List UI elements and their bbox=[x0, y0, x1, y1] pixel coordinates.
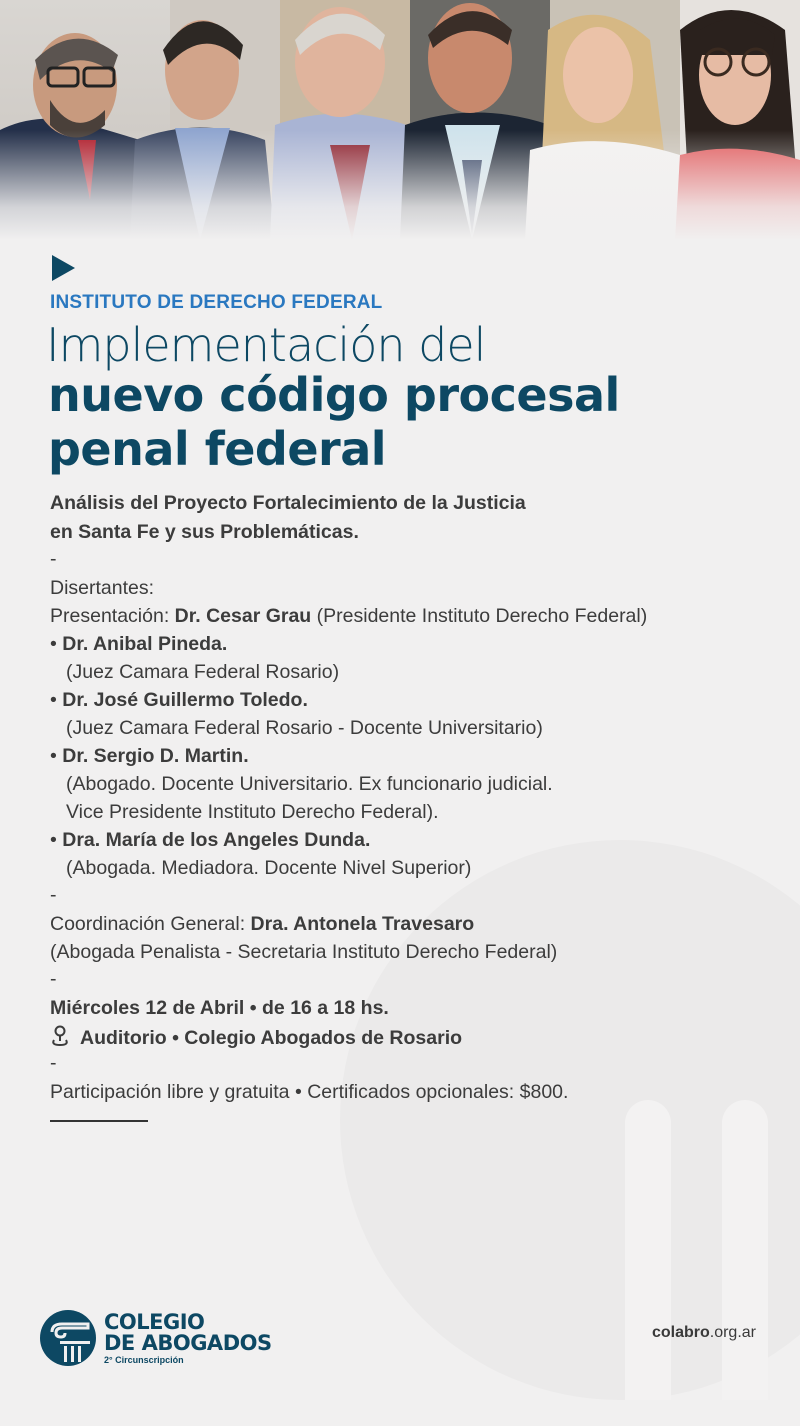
bullet: • bbox=[50, 633, 57, 655]
speaker-item bbox=[50, 633, 227, 656]
speakers-label: Disertantes: bbox=[50, 577, 155, 599]
presentation-name: Dr. Cesar Grau bbox=[174, 605, 312, 627]
coordination-label: Coordinación General: bbox=[50, 913, 251, 935]
speaker-role: (Juez Camara Federal Rosario) bbox=[66, 661, 340, 683]
logo-line-3: 2° Circunscripción bbox=[104, 1354, 184, 1365]
speaker-role: (Abogada. Mediadora. Docente Nivel Superior) bbox=[66, 857, 472, 879]
participation-info: Participación libre y gratuita • Certificados opcionales: $800. bbox=[50, 1081, 569, 1103]
coordination-role: (Abogada Penalista - Secretaria Instituto Derecho Federal) bbox=[50, 941, 558, 963]
logo-line-2: DE ABOGADOS bbox=[104, 1330, 272, 1355]
website-domain-bold: colabro bbox=[651, 1324, 710, 1341]
event-location bbox=[50, 1025, 462, 1050]
website-link[interactable] bbox=[652, 1324, 756, 1342]
event-date-time: Miércoles 12 de Abril • de 16 a 18 hs. bbox=[50, 997, 389, 1019]
presentation-line bbox=[50, 605, 647, 628]
title-line-bold-1: nuevo código procesal bbox=[48, 368, 620, 422]
separator: - bbox=[50, 884, 57, 906]
coordination-line bbox=[50, 913, 474, 936]
speaker-name: Dr. José Guillermo Toledo. bbox=[62, 689, 308, 711]
title-line-light: Implementación del bbox=[46, 318, 486, 372]
speaker-role: Vice Presidente Instituto Derecho Federal). bbox=[66, 801, 439, 823]
event-location-text: Auditorio • Colegio Abogados de Rosario bbox=[80, 1027, 463, 1049]
speaker-name: Dr. Sergio D. Martin. bbox=[62, 745, 249, 767]
speaker-item bbox=[50, 689, 308, 712]
divider bbox=[50, 1120, 148, 1122]
separator: - bbox=[50, 1052, 57, 1074]
speaker-item bbox=[50, 745, 249, 768]
presentation-role: (Presidente Instituto Derecho Federal) bbox=[311, 605, 648, 627]
logo-line-1: COLEGIO bbox=[104, 1309, 205, 1334]
subtitle-line-1: Análisis del Proyecto Fortalecimiento de la Justicia bbox=[50, 492, 526, 514]
bullet: • bbox=[50, 689, 57, 711]
bullet: • bbox=[50, 745, 57, 767]
presentation-label: Presentación: bbox=[50, 605, 175, 627]
speaker-role: (Juez Camara Federal Rosario - Docente Universitario) bbox=[66, 717, 543, 739]
coordination-name: Dra. Antonela Travesaro bbox=[250, 913, 475, 935]
speaker-role: (Abogado. Docente Universitario. Ex funcionario judicial. bbox=[66, 773, 553, 795]
colegio-abogados-logo bbox=[40, 1310, 272, 1366]
bullet: • bbox=[50, 829, 57, 851]
subtitle-line-2: en Santa Fe y sus Problemáticas. bbox=[50, 521, 359, 543]
separator: - bbox=[50, 968, 57, 990]
column-logo-icon bbox=[40, 1310, 96, 1366]
speaker-item bbox=[50, 829, 370, 852]
institute-name: INSTITUTO DE DERECHO FEDERAL bbox=[50, 292, 383, 313]
speaker-name: Dr. Anibal Pineda. bbox=[62, 633, 228, 655]
map-pin-icon bbox=[50, 1025, 70, 1047]
speaker-name: Dra. María de los Angeles Dunda. bbox=[62, 829, 371, 851]
separator: - bbox=[50, 548, 57, 570]
website-domain-rest: .org.ar bbox=[709, 1324, 756, 1341]
title-line-bold-2: penal federal bbox=[48, 422, 387, 476]
